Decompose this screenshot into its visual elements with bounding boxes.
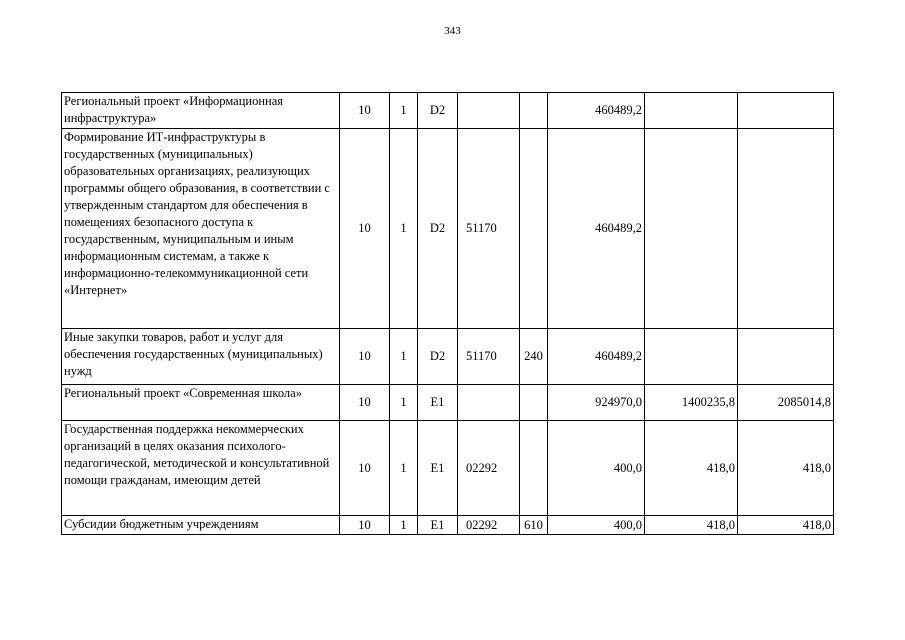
- amount-year-1: 460489,2: [548, 129, 645, 329]
- amount-year-1: 400,0: [548, 516, 645, 535]
- section-code: 10: [340, 385, 390, 421]
- expense-type-code: [520, 385, 548, 421]
- table-row: [62, 385, 834, 421]
- budget-table: [61, 92, 834, 535]
- row-name: Региональный проект «Информационная инфраструктура»: [62, 93, 340, 129]
- amount-year-2: [645, 329, 738, 385]
- amount-year-3: 418,0: [738, 421, 834, 516]
- expense-type-code: [520, 93, 548, 129]
- direction-code: [458, 385, 520, 421]
- expense-type-code: [520, 129, 548, 329]
- table-row: [62, 516, 834, 535]
- section-code: 10: [340, 516, 390, 535]
- expense-type-code: 610: [520, 516, 548, 535]
- direction-code: 02292: [458, 516, 520, 535]
- subsection-code: 1: [390, 385, 418, 421]
- direction-code: 51170: [458, 329, 520, 385]
- amount-year-3: 418,0: [738, 516, 834, 535]
- amount-year-2: 1400235,8: [645, 385, 738, 421]
- amount-year-1: 460489,2: [548, 329, 645, 385]
- subsection-code: 1: [390, 421, 418, 516]
- direction-code: 02292: [458, 421, 520, 516]
- amount-year-1: 400,0: [548, 421, 645, 516]
- amount-year-3: [738, 329, 834, 385]
- row-name: Государственная поддержка некоммерческих организаций в целях оказания психолого-педагогической, методической и консультативной помощи гражданам, имеющим детей: [62, 421, 340, 516]
- expense-type-code: [520, 421, 548, 516]
- subsection-code: 1: [390, 329, 418, 385]
- amount-year-2: [645, 129, 738, 329]
- program-code: E1: [418, 385, 458, 421]
- subsection-code: 1: [390, 129, 418, 329]
- amount-year-1: 924970,0: [548, 385, 645, 421]
- row-name: Формирование ИТ-инфраструктуры в государственных (муниципальных) образовательных организациях, реализующих программы общего образования, в соответствии с утвержденным стандартом для обеспечения в помещениях безопасного доступа к государственным, муниципальным и иным информационным системам, а также к информационно-телекоммуникационной сети «Интернет»: [62, 129, 340, 329]
- section-code: 10: [340, 421, 390, 516]
- amount-year-2: 418,0: [645, 516, 738, 535]
- table-row: [62, 129, 834, 329]
- row-name: Региональный проект «Современная школа»: [62, 385, 340, 421]
- direction-code: [458, 93, 520, 129]
- section-code: 10: [340, 93, 390, 129]
- section-code: 10: [340, 329, 390, 385]
- amount-year-3: 2085014,8: [738, 385, 834, 421]
- expense-type-code: 240: [520, 329, 548, 385]
- amount-year-1: 460489,2: [548, 93, 645, 129]
- program-code: E1: [418, 421, 458, 516]
- page-number: 343: [444, 25, 461, 37]
- amount-year-2: [645, 93, 738, 129]
- row-name: Иные закупки товаров, работ и услуг для обеспечения государственных (муниципальных) нужд: [62, 329, 340, 385]
- program-code: D2: [418, 129, 458, 329]
- amount-year-2: 418,0: [645, 421, 738, 516]
- row-name: Субсидии бюджетным учреждениям: [62, 516, 340, 535]
- table-row: [62, 421, 834, 516]
- program-code: D2: [418, 93, 458, 129]
- table-row: [62, 93, 834, 129]
- direction-code: 51170: [458, 129, 520, 329]
- program-code: E1: [418, 516, 458, 535]
- table-row: [62, 329, 834, 385]
- amount-year-3: [738, 129, 834, 329]
- section-code: 10: [340, 129, 390, 329]
- amount-year-3: [738, 93, 834, 129]
- subsection-code: 1: [390, 516, 418, 535]
- program-code: D2: [418, 329, 458, 385]
- subsection-code: 1: [390, 93, 418, 129]
